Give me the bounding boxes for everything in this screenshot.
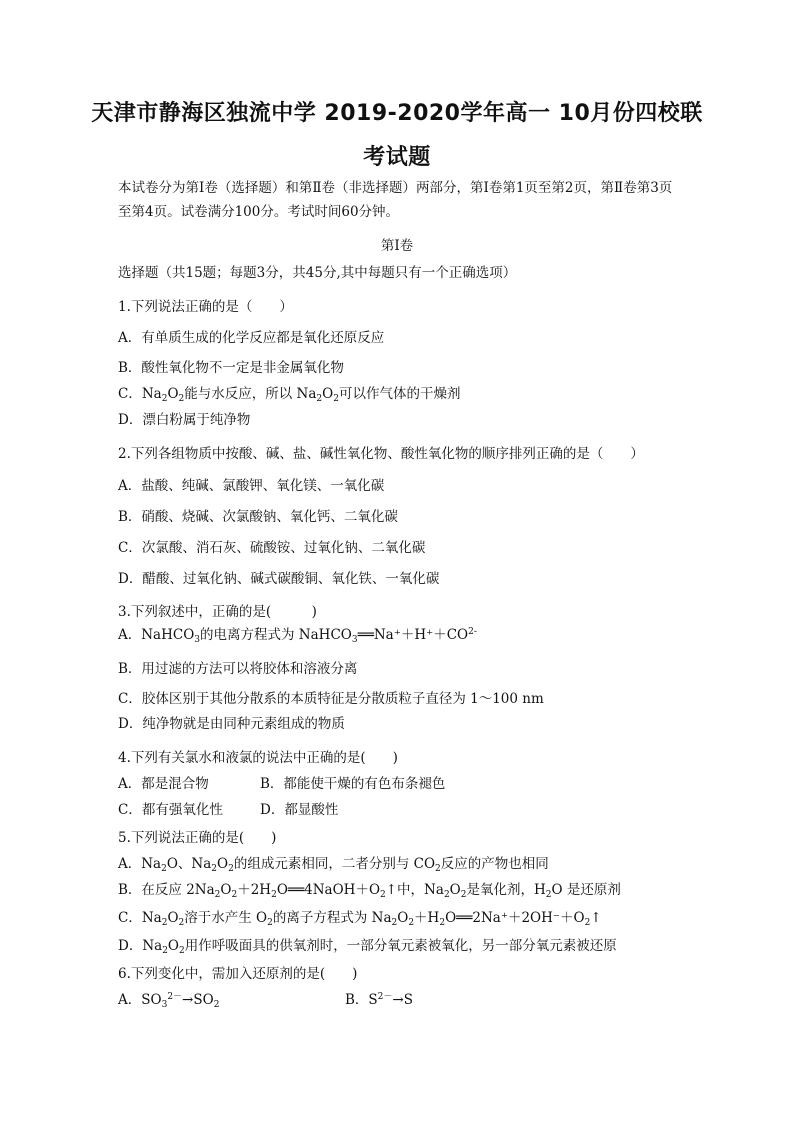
question-4-option-c: C．都有强氧化性 (118, 802, 223, 818)
intro-paragraph: 本试卷分为第Ⅰ卷（选择题）和第Ⅱ卷（非选择题）两部分，第Ⅰ卷第1页至第2页，第Ⅱ卷第3页至第4页。试卷满分100分。考试时间60分钟。 (118, 180, 673, 220)
question-2-stem: 2.下列各组物质中按酸、碱、盐、碱性氧化物、酸性氧化物的顺序排列正确的是（ ） (118, 446, 644, 462)
question-4-option-b: B．都能使干燥的有色布条褪色 (260, 776, 446, 792)
question-5-stem: 5.下列说法正确的是( ) (118, 830, 277, 846)
question-1-option-c: C．$Na_2O_2$能与水反应，所以 $Na_2O_2$可以作气体的干燥剂 (118, 386, 461, 404)
question-5-option-a: A．$Na_2O$、$Na_2O_2$的组成元素相同，二者分别与 $CO_2$反应的产物也相同 (118, 856, 549, 874)
question-4-option-a: A．都是混合物 (118, 776, 209, 792)
question-4-stem: 4.下列有关氯水和液氯的说法中正确的是( ) (118, 750, 398, 766)
question-5-option-d: D．$Na_2O_2$用作呼吸面具的供氧剂时，一部分氧元素被氧化，另一部分氧元素被还原 (118, 938, 617, 956)
question-1-option-d: D．漂白粉属于纯净物 (118, 412, 251, 428)
question-3-option-b: B．用过滤的方法可以将胶体和溶液分离 (118, 661, 358, 677)
section-title: 第Ⅰ卷 (380, 238, 414, 254)
question-4-option-d: D．都显酸性 (260, 802, 339, 818)
question-1-stem: 1.下列说法正确的是（ ） (118, 299, 293, 315)
question-5-option-c: C．$Na_2O_2$溶于水产生 $O_2$的离子方程式为 $Na_2O_2+H_2O══2Na^++2OH^-+O_2↑$ (118, 910, 602, 928)
question-3-option-a: A．NaHCO$_3$的电离方程式为 $NaHCO_3══Na^++H^++CO^{2-}$ (118, 627, 477, 645)
question-1-option-b: B．酸性氧化物不一定是非金属氧化物 (118, 360, 344, 376)
question-2-option-c: C．次氯酸、消石灰、硫酸铵、过氧化钠、二氧化碳 (118, 540, 426, 556)
question-2-option-d: D．醋酸、过氧化钠、碱式碳酸铜、氧化铁、一氧化碳 (118, 571, 440, 587)
title-line-1: 天津市静海区独流中学 2019-2020学年高一 10月份四校联 (91, 101, 703, 126)
question-6-option-b: B．$S^{2-}\to S$ (345, 992, 413, 1008)
question-4-row-1 (118, 772, 209, 792)
question-1-option-a: A．有单质生成的化学反应都是氧化还原反应 (118, 330, 385, 346)
question-3-option-c: C．胶体区别于其他分散系的本质特征是分散质粒子直径为 1～100 nm (118, 691, 544, 707)
question-5-option-b: B．在反应 $2Na_2O_2+2H_2O══4NaOH+O_2↑$中，$Na_2O_2$是氧化剂，$H_2O$ 是还原剂 (118, 882, 621, 900)
question-2-option-b: B．硝酸、烧碱、次氯酸钠、氧化钙、二氧化碳 (118, 509, 398, 525)
section-note: 选择题（共15题；每题3分，共45分,其中每题只有一个正确选项） (118, 265, 517, 281)
question-3-stem: 3.下列叙述中，正确的是( ) (118, 604, 317, 620)
question-2-option-a: A．盐酸、纯碱、氯酸钾、氧化镁、一氧化碳 (118, 478, 385, 494)
question-6-stem: 6.下列变化中，需加入还原剂的是( ) (118, 966, 358, 982)
question-3-option-d: D．纯净物就是由同种元素组成的物质 (118, 716, 345, 732)
title-line-2: 考试题 (363, 145, 431, 170)
question-6-option-a: A．$SO_3^{2-}\to SO_2$ (118, 992, 220, 1010)
